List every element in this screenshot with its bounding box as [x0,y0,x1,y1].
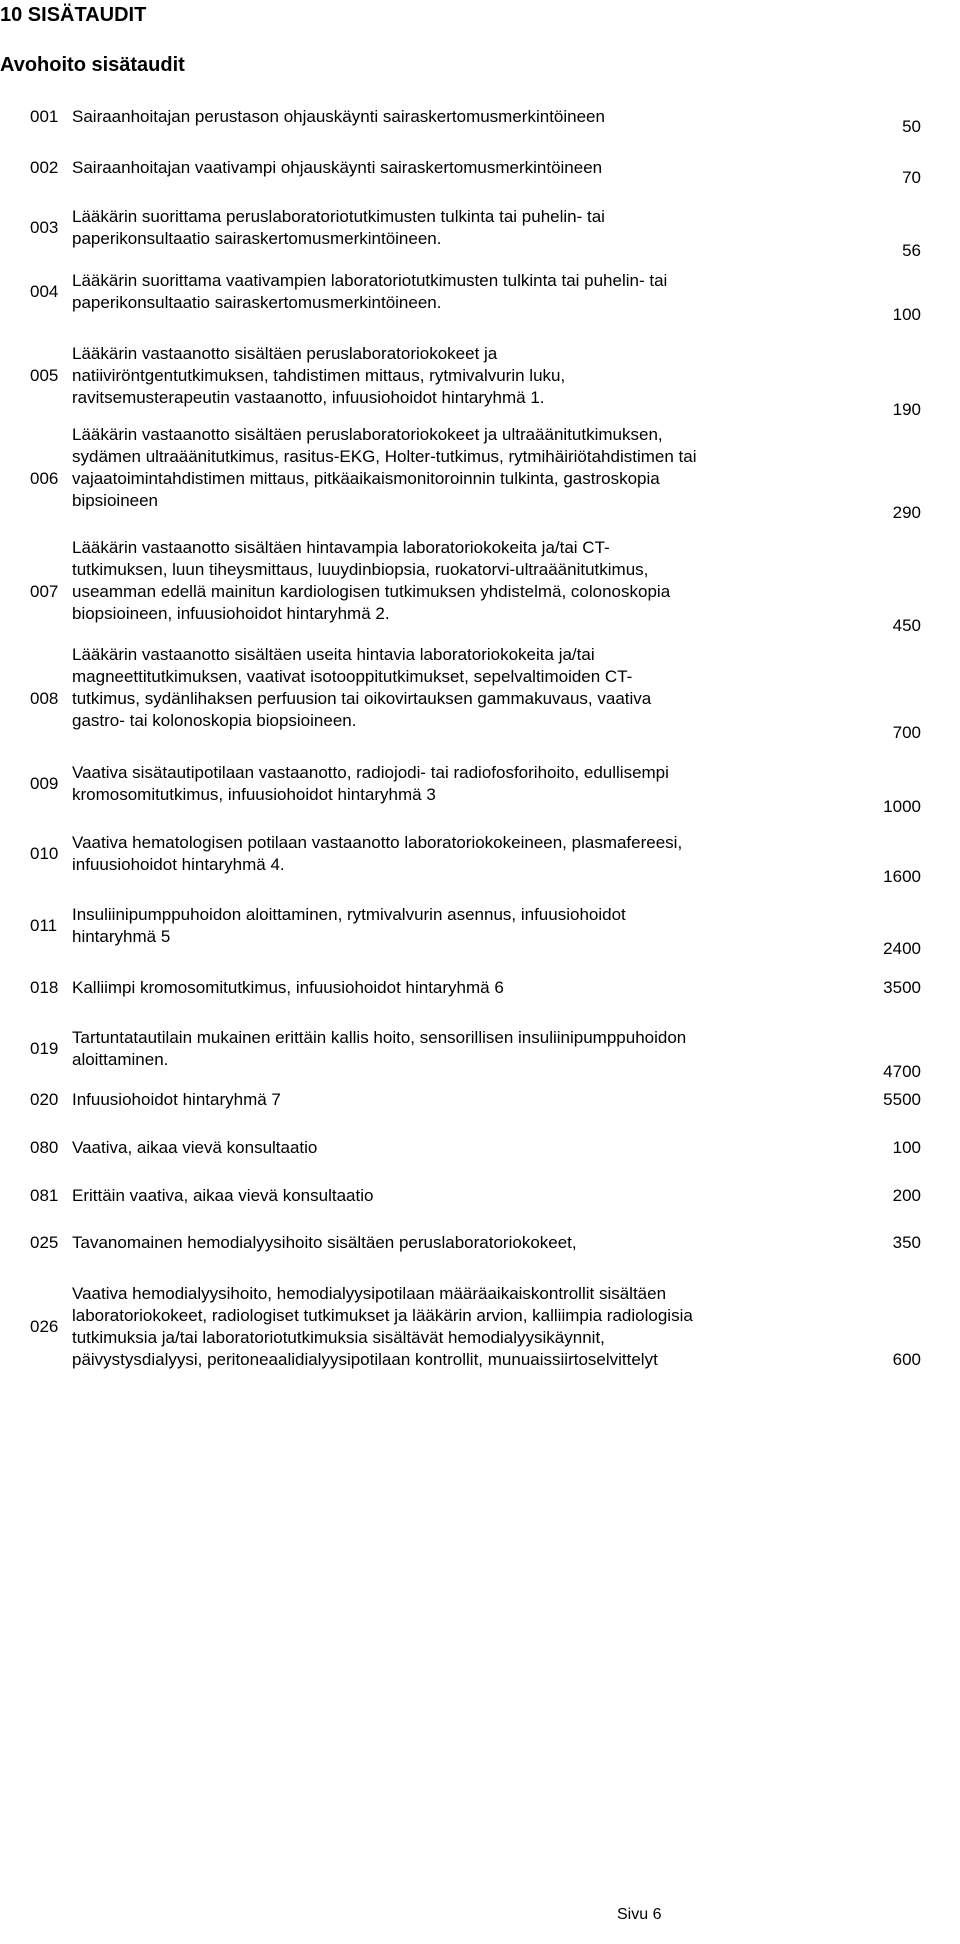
item-code: 010 [30,844,59,863]
item-code: 011 [30,916,58,935]
item-price: 100 [892,1138,921,1157]
description-line: Lääkärin vastaanotto sisältäen peruslaboratoriokokeet ja [72,344,498,363]
item-description [72,424,697,512]
item-description [72,157,602,179]
item-price: 190 [892,400,921,419]
description-line: Tavanomainen hemodialyysihoito sisältäen peruslaboratoriokokeet, [72,1233,577,1252]
subsection-title: Avohoito sisätaudit [0,54,185,76]
item-description [72,977,504,999]
item-description [72,106,605,128]
item-code: 006 [30,469,59,488]
description-line: kromosomitutkimus, infuusiohoidot hintaryhmä 3 [72,785,436,804]
item-code: 018 [30,978,59,997]
description-line: aloittaminen. [72,1050,169,1069]
item-price: 3500 [883,978,921,997]
item-price: 290 [892,503,921,522]
item-price: 1000 [883,797,921,816]
description-line: biopsioineen, infuusiohoidot hintaryhmä 2. [72,604,390,623]
item-price: 70 [902,168,921,187]
item-description [72,762,669,806]
description-line: Vaativa hematologisen potilaan vastaanotto laboratoriokokeineen, plasmafereesi, [72,833,683,852]
description-line: useamman edellä mainitun kardiologisen tutkimuksen yhdistelmä, colonoskopia [72,582,671,601]
item-description [72,1283,693,1371]
item-price: 450 [892,616,921,635]
item-price: 100 [892,305,921,324]
item-code: 020 [30,1090,59,1109]
item-description [72,832,682,876]
item-code: 025 [30,1233,59,1252]
item-description [72,1185,373,1207]
description-line: tutkimuksia ja/tai laboratoriotutkimuksia sisältävät hemodialyysikäynnit, [72,1328,605,1347]
description-line: päivystysdialyysi, peritoneaalidialyysipotilaan kontrollit, munuaissiirtoselvittelyt [72,1350,658,1369]
description-line: hintaryhmä 5 [72,927,171,946]
item-description [72,537,670,625]
item-code: 019 [30,1039,59,1058]
page-number: Sivu 6 [617,1906,662,1923]
description-line: Lääkärin suorittama vaativampien laboratoriotutkimusten tulkinta tai puhelin- tai [72,271,668,290]
item-description [72,270,667,314]
item-code: 002 [30,158,59,177]
description-line: tutkimus, sydänlihaksen perfuusion tai oikovirtauksen gammakuvaus, vaativa [72,689,652,708]
description-line: magneettitutkimuksen, vaativat isotooppitutkimukset, sepelvaltimoiden CT- [72,667,633,686]
description-line: laboratoriokokeet, radiologiset tutkimukset ja lääkärin arvion, kalliimpia radiologisia [72,1306,693,1325]
item-description [72,1137,317,1159]
item-code: 001 [30,107,59,126]
description-line: Lääkärin vastaanotto sisältäen useita hintavia laboratoriokokeita ja/tai [72,645,595,664]
item-code: 007 [30,582,59,601]
item-description [72,1232,577,1254]
description-line: bipsioineen [72,491,159,510]
item-code: 008 [30,689,59,708]
description-line: Lääkärin suorittama peruslaboratoriotutkimusten tulkinta tai puhelin- tai [72,207,605,226]
description-line: gastro- tai kolonoskopia biopsioineen. [72,711,357,730]
description-line: natiiviröntgentutkimuksen, tahdistimen mittaus, rytmivalvurin luku, [72,366,566,385]
item-description [72,343,565,409]
description-line: sydämen ultraäänitutkimus, rasitus-EKG, Holter-tutkimus, rytmihäiriötahdistimen tai [72,447,697,466]
item-price: 600 [892,1350,921,1369]
description-line: paperikonsultaatio sairaskertomusmerkintöineen. [72,229,442,248]
description-line: Lääkärin vastaanotto sisältäen peruslaboratoriokokeet ja ultraäänitutkimuksen, [72,425,663,444]
item-price: 350 [892,1233,921,1252]
section-title: 10 SISÄTAUDIT [0,4,147,26]
item-description [72,1027,686,1071]
item-price: 2400 [883,939,921,958]
item-price: 5500 [883,1090,921,1109]
item-code: 009 [30,774,59,793]
item-description [72,644,651,732]
description-line: Vaativa, aikaa vievä konsultaatio [72,1138,318,1157]
item-price: 700 [892,723,921,742]
item-code: 026 [30,1317,59,1336]
description-line: Sairaanhoitajan vaativampi ohjauskäynti sairaskertomusmerkintöineen [72,158,603,177]
item-code: 004 [30,282,59,301]
item-code: 003 [30,218,59,237]
item-code: 005 [30,366,59,385]
item-price: 50 [902,117,921,136]
description-line: Lääkärin vastaanotto sisältäen hintavampia laboratoriokokeita ja/tai CT- [72,538,610,557]
description-line: ravitsemusterapeutin vastaanotto, infuusiohoidot hintaryhmä 1. [72,388,545,407]
item-description [72,206,605,250]
description-line: Vaativa sisätautipotilaan vastaanotto, radiojodi- tai radiofosforihoito, edullisempi [72,763,669,782]
item-price: 4700 [883,1062,921,1081]
item-price: 200 [892,1186,921,1205]
description-line: infuusiohoidot hintaryhmä 4. [72,855,285,874]
item-description [72,1089,281,1111]
description-line: vajaatoimintahdistimen mittaus, pitkäaikaismonitoroinnin tulkinta, gastroskopia [72,469,660,488]
description-line: Infuusiohoidot hintaryhmä 7 [72,1090,281,1109]
item-price: 1600 [883,867,921,886]
item-price: 56 [902,241,921,260]
item-description [72,904,626,948]
description-line: Tartuntatautilain mukainen erittäin kallis hoito, sensorillisen insuliinipumppuhoidon [72,1028,687,1047]
description-line: Sairaanhoitajan perustason ohjauskäynti sairaskertomusmerkintöineen [72,107,605,126]
item-code: 080 [30,1138,59,1157]
description-line: paperikonsultaatio sairaskertomusmerkintöineen. [72,293,442,312]
item-code: 081 [30,1186,59,1205]
description-line: tutkimuksen, luun tiheysmittaus, luuydinbiopsia, ruokatorvi-ultraäänitutkimus, [72,560,649,579]
description-line: Erittäin vaativa, aikaa vievä konsultaatio [72,1186,374,1205]
description-line: Vaativa hemodialyysihoito, hemodialyysipotilaan määräaikaiskontrollit sisältäen [72,1284,667,1303]
description-line: Insuliinipumppuhoidon aloittaminen, rytmivalvurin asennus, infuusiohoidot [72,905,626,924]
description-line: Kalliimpi kromosomitutkimus, infuusiohoidot hintaryhmä 6 [72,978,504,997]
